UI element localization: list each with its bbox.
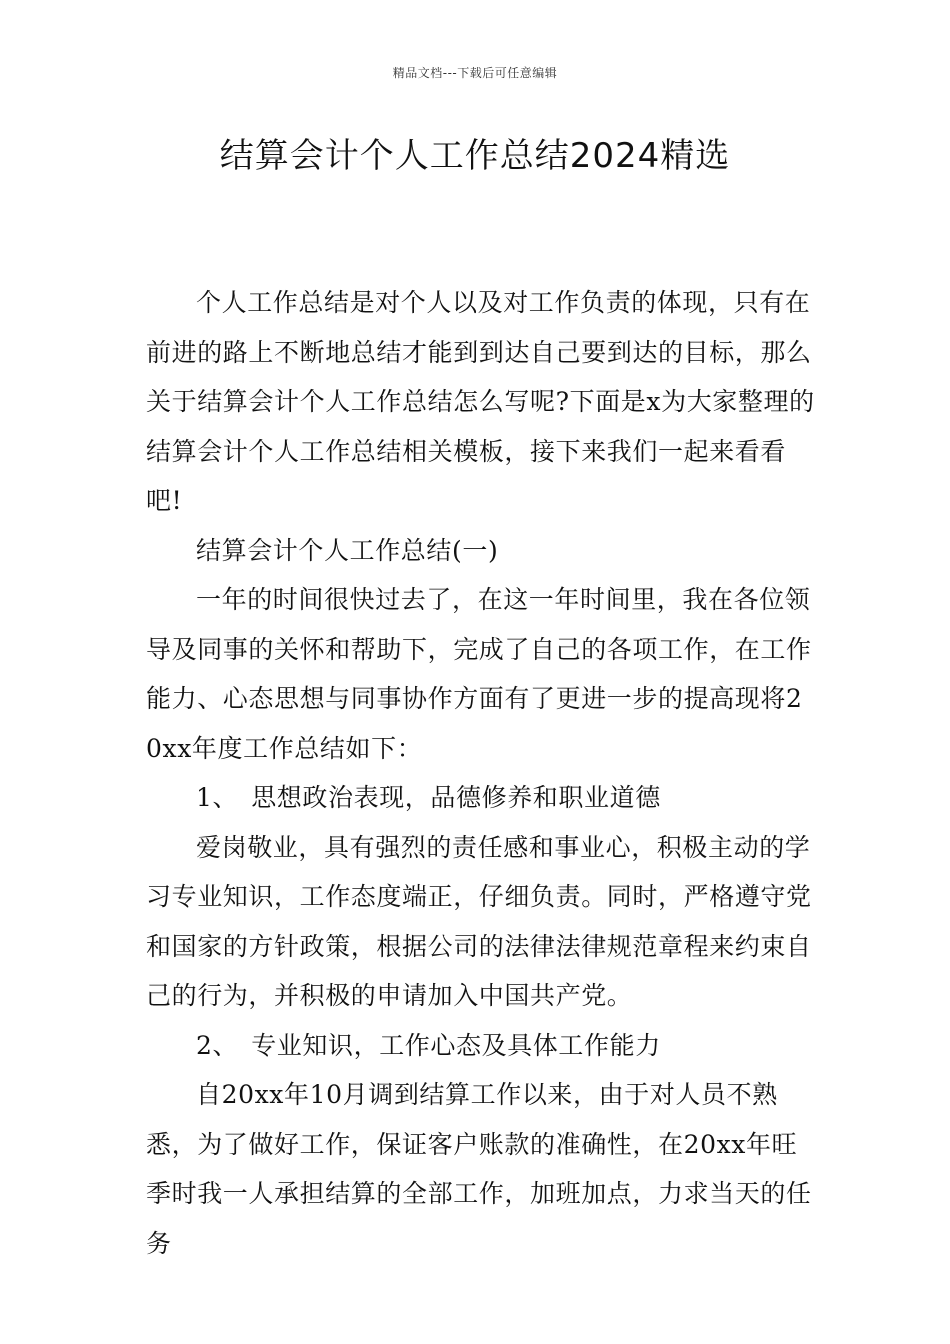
document-title: 结算会计个人工作总结2024精选 [219,136,731,176]
numbered-heading: 2、 专业知识，工作心态及具体工作能力 [196,1030,661,1060]
document-body [146,278,816,1268]
header-watermark: 精品文档---下载后可任意编辑 [392,66,558,80]
section-heading: 结算会计个人工作总结(一) [196,535,499,565]
body-paragraph: 自20xx年10月调到结算工作以来，由于对人员不熟悉，为了做好工作，保证客户账款的准确性，在20xx年旺季时我一人承担结算的全部工作，加班加点，力求当天的任务 [146,1080,812,1258]
numbered-heading: 1、 思想政治表现，品德修养和职业道德 [196,783,661,812]
body-paragraph: 爱岗敬业，具有强烈的责任感和事业心，积极主动的学习专业知识，工作态度端正，仔细负责。同时，严格遵守党和国家的方针政策，根据公司的法律法律规范章程来约束自己的行为，并积极的申请加入中国共产党。 [146,832,812,1010]
intro-paragraph: 个人工作总结是对个人以及对工作负责的体现，只有在前进的路上不断地总结才能到到达自己要到达的目标，那么关于结算会计个人工作总结怎么写呢?下面是x为大家整理的结算会计个人工作总结相关模板，接下来我们一起来看看吧! [146,288,815,515]
body-paragraph: 一年的时间很快过去了，在这一年时间里，我在各位领导及同事的关怀和帮助下，完成了自己的各项工作，在工作能力、心态思想与同事协作方面有了更进一步的提高现将20xx年度工作总结如下： [146,585,812,763]
